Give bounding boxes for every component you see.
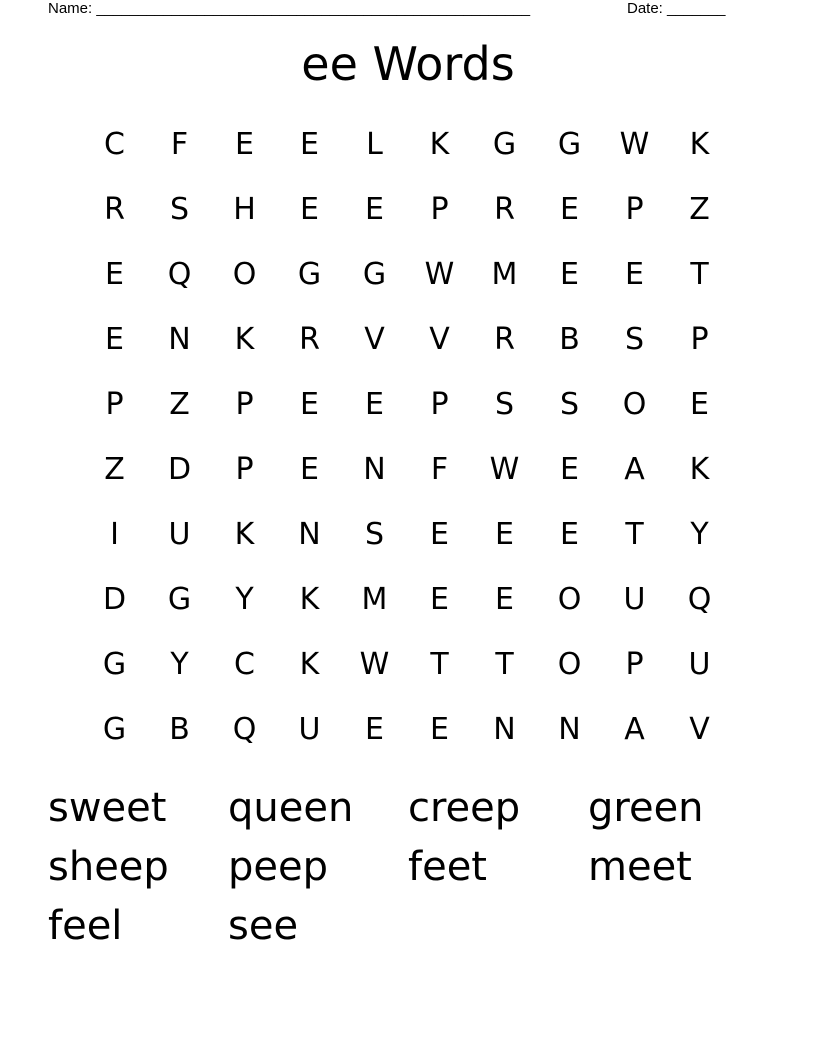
grid-cell: N [168,322,191,357]
grid-cell: K [689,452,710,487]
grid-cell: K [234,517,255,552]
grid-cell: A [624,452,645,487]
grid-cell: G [297,257,322,292]
grid-cell: N [558,712,581,747]
grid-cell: F [170,127,189,162]
grid-cell: Q [687,582,712,617]
grid-cell: C [234,647,255,682]
grid-cell: U [623,582,646,617]
word-bank-item: peep [228,844,328,890]
grid-cell: T [690,257,709,292]
grid-cell: O [557,582,582,617]
grid-cell: E [300,192,319,227]
grid-cell: E [430,712,449,747]
grid-cell: S [494,387,515,422]
grid-cell: E [300,387,319,422]
grid-cell: E [560,192,579,227]
grid-cell: F [430,452,449,487]
grid-cell: E [430,582,449,617]
grid-cell: M [491,257,518,292]
word-bank-item: see [228,903,299,949]
grid-cell: U [688,647,711,682]
grid-cell: S [169,192,190,227]
grid-cell: G [102,647,127,682]
grid-cell: U [168,517,191,552]
grid-cell: P [235,387,254,422]
grid-cell: T [430,647,449,682]
grid-cell: E [235,127,254,162]
grid-cell: B [169,712,190,747]
grid-cell: O [622,387,647,422]
grid-cell: G [492,127,517,162]
grid-cell: R [494,322,515,357]
grid-cell: I [110,517,119,552]
grid-cell: K [234,322,255,357]
grid-cell: Y [235,582,254,617]
grid-cell: E [105,322,124,357]
grid-cell: E [365,712,384,747]
grid-cell: P [690,322,709,357]
grid-cell: K [299,582,320,617]
grid-cell: E [365,192,384,227]
page-title: ee Words [301,37,515,91]
grid-cell: E [560,452,579,487]
grid-cell: E [300,127,319,162]
grid-cell: R [299,322,320,357]
grid-cell: E [560,517,579,552]
grid-cell: O [232,257,257,292]
word-bank-item: sheep [48,844,169,890]
grid-cell: Z [689,192,710,227]
grid-cell: W [359,647,390,682]
grid-cell: Z [169,387,190,422]
grid-cell: W [489,452,520,487]
grid-cell: S [559,387,580,422]
grid-cell: V [364,322,385,357]
grid-cell: B [559,322,580,357]
grid-cell: L [366,127,383,162]
grid-cell: V [429,322,450,357]
grid-cell: P [430,192,449,227]
grid-cell: N [298,517,321,552]
name-field-label: Name: ____________________________________________________ [48,0,531,17]
grid-cell: G [102,712,127,747]
grid-cell: G [362,257,387,292]
grid-cell: H [233,192,256,227]
grid-cell: E [300,452,319,487]
grid-cell: R [494,192,515,227]
grid-cell: E [495,517,514,552]
grid-cell: C [104,127,125,162]
grid-cell: R [104,192,125,227]
word-bank-item: meet [588,844,692,890]
grid-cell: N [363,452,386,487]
grid-cell: E [625,257,644,292]
grid-cell: G [167,582,192,617]
grid-cell: T [625,517,644,552]
grid-cell: Y [170,647,189,682]
grid-cell: E [495,582,514,617]
word-bank-item: sweet [48,785,167,831]
grid-cell: P [625,192,644,227]
grid-cell: E [105,257,124,292]
word-bank [48,780,768,957]
grid-cell: P [430,387,449,422]
grid-cell: T [495,647,514,682]
grid-cell: K [299,647,320,682]
grid-cell: W [424,257,455,292]
grid-cell: Q [232,712,257,747]
grid-cell: P [625,647,644,682]
grid-cell: V [689,712,710,747]
date-field-label: Date: _______ [627,0,726,17]
grid-cell: M [361,582,388,617]
word-bank-item: creep [408,785,521,831]
grid-cell: U [298,712,321,747]
grid-cell: N [493,712,516,747]
grid-cell: E [365,387,384,422]
word-bank-item: feet [408,844,487,890]
grid-cell: A [624,712,645,747]
grid-cell: P [105,387,124,422]
word-bank-item: queen [228,785,354,831]
grid-cell: K [429,127,450,162]
grid-cell: K [689,127,710,162]
grid-cell: E [430,517,449,552]
grid-cell: Y [690,517,709,552]
grid-cell: O [557,647,582,682]
grid-cell: W [619,127,650,162]
grid-cell: E [690,387,709,422]
word-bank-item: green [588,785,704,831]
grid-cell: D [102,582,127,617]
word-bank-item: feel [48,903,123,949]
grid-cell: E [560,257,579,292]
grid-cell: S [364,517,385,552]
grid-cell: G [557,127,582,162]
grid-cell: Q [167,257,192,292]
grid-cell: D [167,452,192,487]
word-search-grid [82,112,732,762]
grid-cell: Z [104,452,125,487]
grid-cell: P [235,452,254,487]
grid-cell: S [624,322,645,357]
